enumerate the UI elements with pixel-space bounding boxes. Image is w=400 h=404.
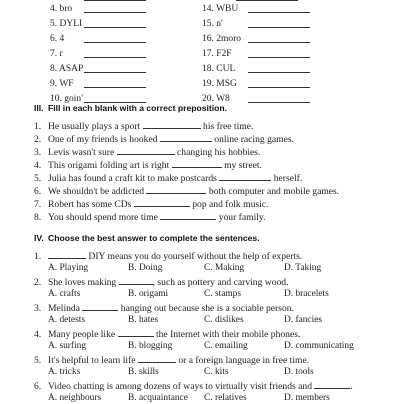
mcq-item bbox=[34, 327, 300, 341]
answer-blank[interactable] bbox=[160, 132, 212, 142]
answer-blank[interactable] bbox=[84, 72, 146, 73]
item-text-after: your family. bbox=[218, 212, 266, 223]
answer-blank[interactable] bbox=[248, 102, 310, 103]
item-number: 3. bbox=[34, 303, 42, 314]
item-number: 7. bbox=[34, 199, 42, 210]
item-text-before: Julia has found a craft kit to make postcards bbox=[48, 173, 217, 184]
abbreviation-term: 18. CUL bbox=[202, 64, 236, 74]
option-c[interactable]: C. relatives bbox=[204, 393, 247, 403]
item-text-after: changing his hobbies. bbox=[177, 147, 261, 158]
abbreviation-term: 9. WF bbox=[50, 79, 74, 89]
preposition-item bbox=[34, 171, 302, 185]
answer-blank[interactable] bbox=[248, 12, 310, 13]
preposition-item bbox=[34, 210, 266, 224]
preposition-item bbox=[34, 158, 262, 172]
option-d[interactable]: D. tools bbox=[284, 367, 314, 377]
abbreviation-term: 5. DYLI bbox=[50, 19, 83, 29]
mcq-item bbox=[34, 353, 309, 367]
answer-blank[interactable] bbox=[172, 158, 222, 168]
abbreviation-term: 6. 4 bbox=[50, 34, 65, 44]
item-text-after: pop and folk music. bbox=[192, 199, 269, 210]
answer-blank[interactable] bbox=[117, 145, 175, 155]
answer-blank[interactable] bbox=[84, 87, 146, 88]
answer-blank[interactable] bbox=[138, 353, 176, 363]
item-text-before: You should spend more time bbox=[48, 212, 158, 223]
answer-blank[interactable] bbox=[84, 57, 146, 58]
item-text-before: Many people like bbox=[48, 329, 116, 340]
item-text-after: the Internet with their mobile phones. bbox=[155, 329, 301, 340]
option-b[interactable]: B. skills bbox=[128, 367, 159, 377]
item-text-before: One of my friends is hooked bbox=[48, 134, 158, 145]
option-b[interactable]: B. hates bbox=[128, 315, 159, 325]
answer-blank[interactable] bbox=[84, 27, 146, 28]
answer-blank[interactable] bbox=[48, 249, 86, 259]
section-numeral: IV. bbox=[34, 233, 44, 243]
item-number: 2. bbox=[34, 134, 42, 145]
option-d[interactable]: D. bracelets bbox=[284, 289, 329, 299]
item-text-before: He usually plays a sport bbox=[48, 121, 141, 132]
answer-blank[interactable] bbox=[248, 42, 310, 43]
abbreviation-term: 17. F2F bbox=[202, 49, 232, 59]
answer-blank[interactable] bbox=[219, 171, 271, 181]
item-text-after: hanging out because she is a sociable person. bbox=[120, 303, 294, 314]
option-c[interactable]: C. dislikes bbox=[204, 315, 244, 325]
abbreviation-term: 20. W8 bbox=[202, 94, 230, 104]
item-text-after: both computer and mobile games. bbox=[208, 186, 340, 197]
item-text-after: my street. bbox=[224, 160, 262, 171]
mcq-item bbox=[34, 379, 353, 393]
item-number: 8. bbox=[34, 212, 42, 223]
option-d[interactable]: D. communicating bbox=[284, 341, 354, 351]
answer-blank[interactable] bbox=[160, 210, 216, 220]
item-text-before: Robert has some CDs bbox=[48, 199, 132, 210]
item-number: 5. bbox=[34, 355, 42, 366]
option-b[interactable]: B. acquaintance bbox=[128, 393, 188, 403]
item-number: 1. bbox=[34, 121, 42, 132]
mcq-item bbox=[34, 275, 289, 289]
option-a[interactable]: A. crafts bbox=[48, 289, 81, 299]
item-text-before: Levis wasn't sure bbox=[48, 147, 115, 158]
abbreviation-term: 15. n' bbox=[202, 19, 223, 29]
answer-blank[interactable] bbox=[134, 197, 190, 207]
answer-blank[interactable] bbox=[118, 327, 154, 337]
option-b[interactable]: B. blogging bbox=[128, 341, 173, 351]
item-number: 5. bbox=[34, 173, 42, 184]
item-text-after: online racing games. bbox=[214, 134, 294, 145]
preposition-item bbox=[34, 197, 268, 211]
option-b[interactable]: B. Doing bbox=[128, 263, 163, 273]
answer-blank[interactable] bbox=[248, 27, 310, 28]
option-d[interactable]: D. members bbox=[284, 393, 330, 403]
item-number: 4. bbox=[34, 160, 42, 171]
item-text-after: his free time. bbox=[203, 121, 254, 132]
item-number: 3. bbox=[34, 147, 42, 158]
item-number: 4. bbox=[34, 329, 42, 340]
option-a[interactable]: A. tricks bbox=[48, 367, 81, 377]
abbreviation-term: 14. WBU bbox=[202, 4, 239, 14]
answer-blank[interactable] bbox=[143, 119, 201, 129]
abbreviation-term: 8. ASAP bbox=[50, 64, 84, 74]
mcq-item bbox=[34, 301, 294, 315]
abbreviation-term: 4. bro bbox=[50, 4, 73, 14]
answer-blank[interactable] bbox=[119, 275, 153, 285]
option-d[interactable]: D. Taking bbox=[284, 263, 322, 273]
option-c[interactable]: C. Making bbox=[204, 263, 245, 273]
item-number: 6. bbox=[34, 186, 42, 197]
option-c[interactable]: C. kits bbox=[204, 367, 229, 377]
preposition-item bbox=[34, 132, 294, 146]
option-c[interactable]: C. emailing bbox=[204, 341, 248, 351]
answer-blank[interactable] bbox=[248, 72, 310, 73]
answer-blank[interactable] bbox=[248, 57, 310, 58]
abbreviation-term: 19. MSG bbox=[202, 79, 237, 89]
option-a[interactable]: A. surfing bbox=[48, 341, 87, 351]
preposition-item bbox=[34, 119, 253, 133]
item-text-before: Melinda bbox=[48, 303, 80, 314]
option-a[interactable]: A. detests bbox=[48, 315, 85, 325]
item-text-after: , such as pottery and carving wood. bbox=[152, 277, 289, 288]
item-text-after: . bbox=[350, 381, 353, 392]
item-number: 6. bbox=[34, 381, 42, 392]
option-b[interactable]: B. origami bbox=[128, 289, 169, 299]
item-text-before: She loves making bbox=[48, 277, 117, 288]
item-text-before: Video chatting is among dozens of ways to virtually visit friends and bbox=[48, 381, 313, 392]
item-text-after: herself. bbox=[273, 173, 303, 184]
answer-blank[interactable] bbox=[84, 12, 146, 13]
abbreviation-term: 16. 2moro bbox=[202, 34, 242, 44]
abbreviation-term: 7. r bbox=[50, 49, 63, 59]
item-text-before: This origami folding art is right bbox=[48, 160, 170, 171]
option-a[interactable]: A. neighbours bbox=[48, 393, 102, 403]
answer-blank[interactable] bbox=[82, 301, 118, 311]
answer-blank[interactable] bbox=[248, 87, 310, 88]
section-iv-heading bbox=[34, 233, 260, 243]
preposition-item bbox=[34, 145, 260, 159]
answer-blank[interactable] bbox=[146, 184, 206, 194]
preposition-item bbox=[34, 184, 339, 198]
option-d[interactable]: D. fancies bbox=[284, 315, 323, 325]
mcq-item bbox=[34, 249, 302, 263]
item-number: 1. bbox=[34, 251, 42, 262]
answer-blank[interactable] bbox=[84, 42, 146, 43]
abbreviation-term: 10. goin' bbox=[50, 94, 83, 104]
section-iii-heading bbox=[34, 103, 227, 113]
answer-blank[interactable] bbox=[314, 379, 350, 389]
item-number: 2. bbox=[34, 277, 42, 288]
option-c[interactable]: C. stamps bbox=[204, 289, 241, 299]
item-text-after: or a foreign language in free time. bbox=[178, 355, 310, 366]
option-a[interactable]: A. Playing bbox=[48, 263, 89, 273]
section-instruction: Choose the best answer to complete the sentences. bbox=[48, 233, 260, 243]
item-text-before: It's helpful to learn life bbox=[48, 355, 136, 366]
section-instruction: Fill in each blank with a correct preposition. bbox=[48, 103, 228, 113]
section-numeral: III. bbox=[34, 103, 44, 113]
item-text-before: We shouldn't be addicted bbox=[48, 186, 145, 197]
item-text-after: DIY means you do yourself without the help of experts. bbox=[88, 251, 303, 262]
